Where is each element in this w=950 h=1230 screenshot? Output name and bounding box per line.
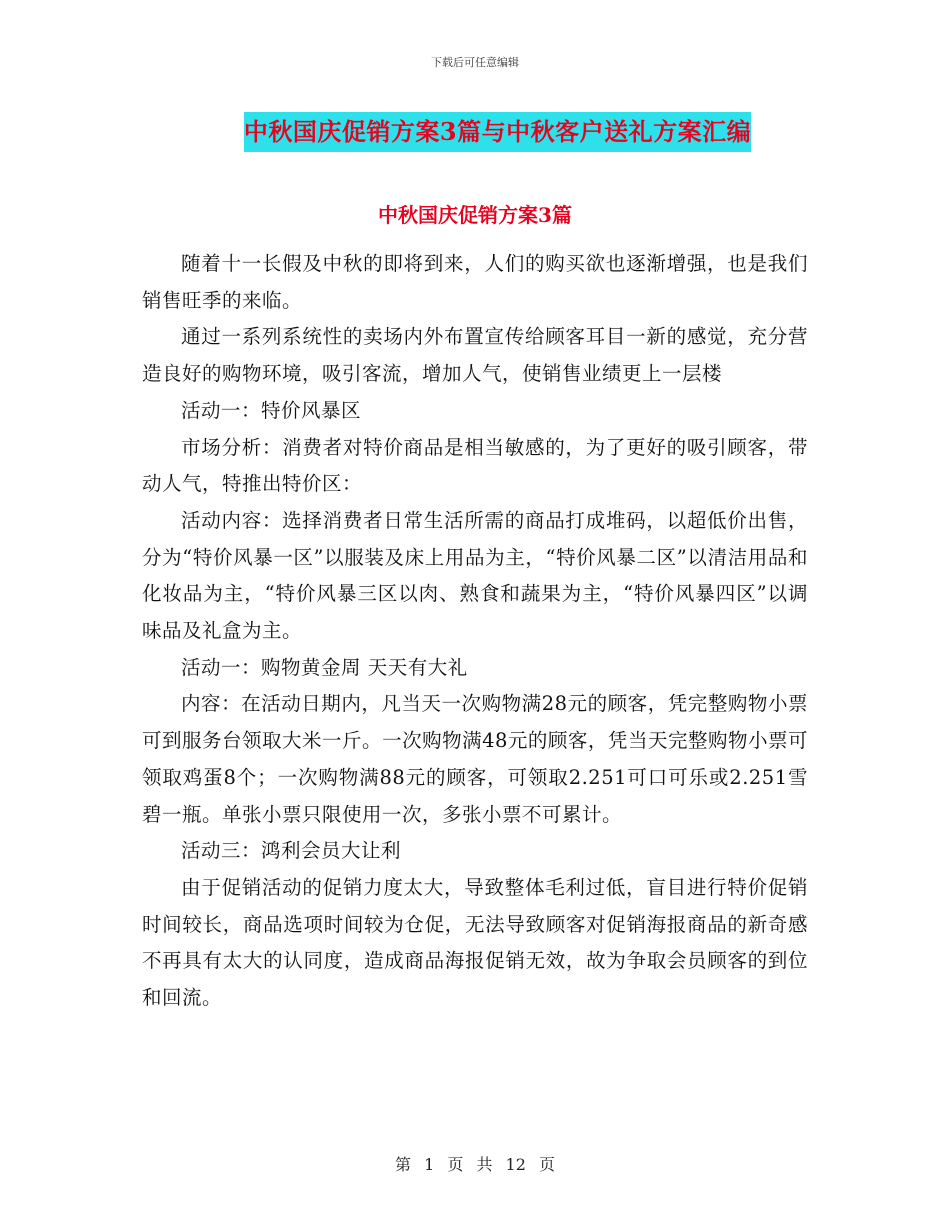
paragraph: 随着十一长假及中秋的即将到来，人们的购买欲也逐渐增强，也是我们销售旺季的来临。 — [142, 252, 808, 312]
paragraph-heading: 活动一：购物黄金周 天天有大礼 — [181, 655, 468, 679]
paragraph: 由于促销活动的促销力度太大，导致整体毛利过低，盲目进行特价促销时间较长，商品选项时间较为仓促，无法导致顾客对促销海报商品的新奇感不再具有太大的认同度，造成商品海报促销无效，故为争取会员顾客的到位和回流。 — [142, 875, 808, 1010]
paragraph: 内容：在活动日期内，凡当天一次购物满28元的顾客，凭完整购物小票可到服务台领取大米一斤。一次购物满48元的顾客，凭当天完整购物小票可领取鸡蛋8个；一次购物满88元的顾客，可领取2.251可口可乐或2.251雪碧一瓶。单张小票只限使用一次，多张小票不可累计。 — [142, 692, 808, 826]
paragraph-heading: 活动三：鸿利会员大让利 — [181, 839, 402, 863]
document-body — [142, 246, 808, 1017]
document-title-wrapper — [0, 112, 950, 152]
section-title: 中秋国庆促销方案3篇 — [378, 203, 572, 227]
paragraph: 活动内容：选择消费者日常生活所需的商品打成堆码，以超低价出售，分为“特价风暴一区”以服装及床上用品为主，“特价风暴二区”以清洁用品和化妆品为主，“特价风暴三区以肉、熟食和蔬果为主，“特价风暴四区”以调味品及礼盒为主。 — [142, 508, 808, 643]
page-number-footer: 第 1 页 共 12 页 — [395, 1155, 555, 1174]
paragraph: 市场分析：消费者对特价商品是相当敏感的，为了更好的吸引顾客，带动人气，特推出特价区： — [142, 435, 808, 496]
document-title: 中秋国庆促销方案3篇与中秋客户送礼方案汇编 — [244, 112, 751, 152]
paragraph: 通过一系列系统性的卖场内外布置宣传给顾客耳目一新的感觉，充分营造良好的购物环境，吸引客流，增加人气，使销售业绩更上一层楼 — [142, 325, 808, 386]
header-note: 下载后可任意编辑 — [431, 56, 519, 69]
paragraph-heading: 活动一：特价风暴区 — [181, 398, 362, 422]
